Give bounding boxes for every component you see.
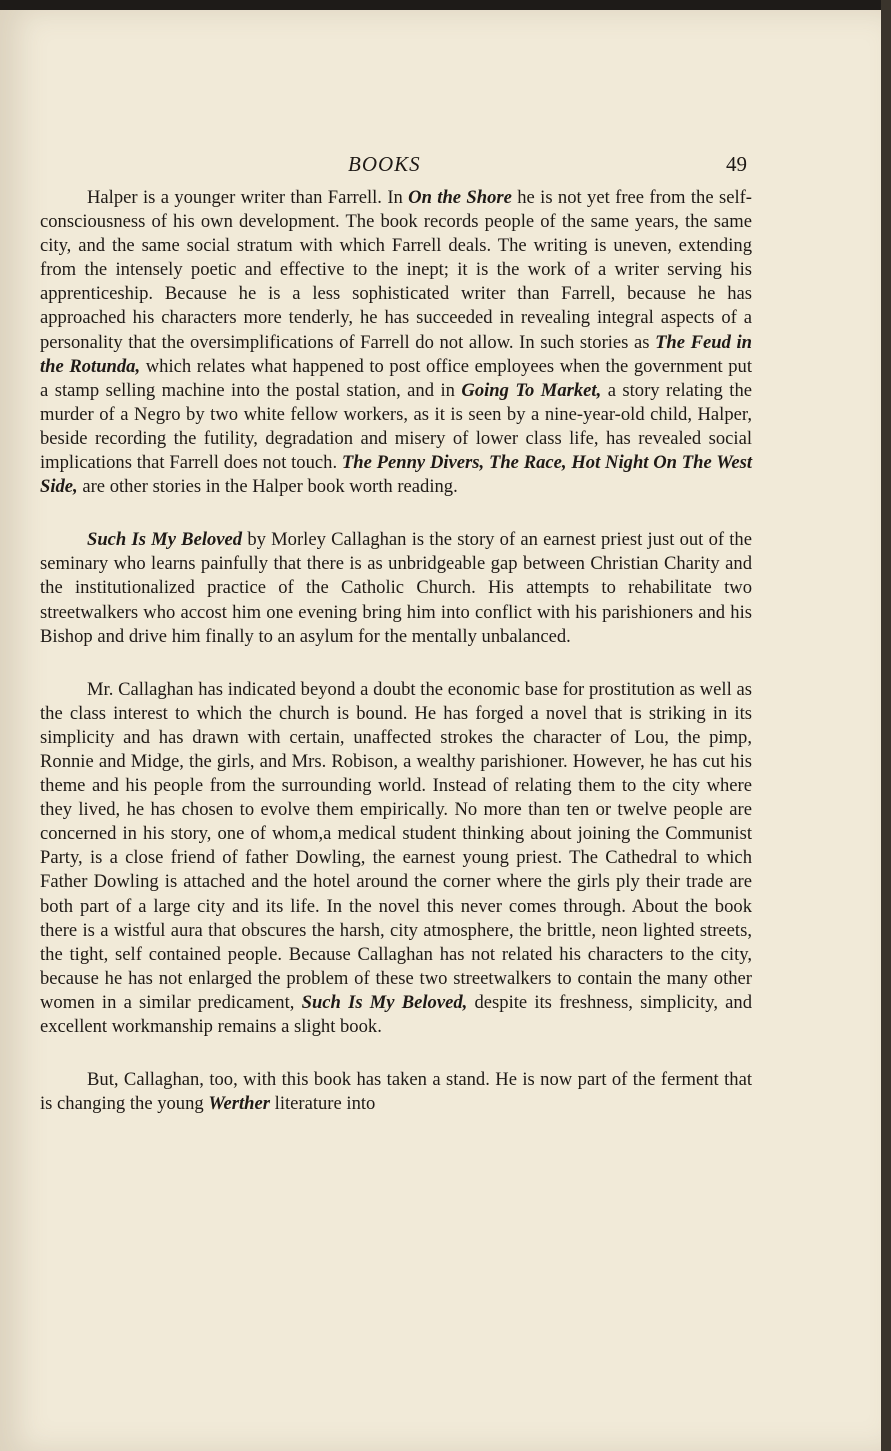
- text-run: despite its freshness, simplicity, and excellent workmanship remains a slight book.: [40, 991, 753, 1037]
- running-head-title: BOOKS: [348, 152, 421, 176]
- text-run: literature into: [270, 1093, 376, 1115]
- book-title: Such Is My Beloved,: [301, 991, 468, 1013]
- book-title: Such Is My Beloved: [87, 529, 243, 551]
- book-title: On the Shore: [408, 187, 512, 208]
- story-title: Going To Market,: [461, 379, 602, 401]
- text-run: are other stories in the Halper book worth reading.: [77, 476, 458, 498]
- text-run: But, Callaghan, too, with this book has taken a stand. He is now part of the ferment that is changing the young: [40, 1069, 752, 1115]
- paragraph-1: [40, 186, 752, 499]
- story-titles: The Penny Divers, The Race, Hot Night On The West Side,: [40, 452, 752, 498]
- text-run: Halper is a younger writer than Farrell. In: [87, 187, 409, 208]
- running-head: [0, 152, 881, 182]
- text-run: by Morley Callaghan is the story of an earnest priest just out of the seminary who learns painfully that there is as unbridgeable gap between Christian Charity and the institutionalized practice of the Catholic Church. His attempts to rehabilitate two streetwalkers who accost him one evening bring him into conflict with his parishioners and his Bishop and drive him finally to an asylum for the mentally unbalanced.: [40, 529, 752, 647]
- paragraph-4: [40, 1068, 752, 1116]
- text-run: he is not yet free from the self-consciousness of his own development. The book records people of the same years, the same city, and the same social stratum with which Farrell deals. The writing is uneven, extending from the intensely poetic and effective to the inept; it is the work of a writer serving his apprenticeship. Because he is a less sophisticated writer than Farrell, because he has approached his characters more tenderly, he has succeeded in revealing integral aspects of a personality that the oversimplifications of Farrell do not allow. In such stories as: [40, 187, 752, 353]
- top-page-edge: [0, 0, 891, 10]
- right-page-edge: [881, 0, 891, 1451]
- book-title: Werther: [208, 1093, 270, 1115]
- page-number: 49: [726, 152, 747, 176]
- paragraph-3: [40, 678, 752, 1039]
- story-title: The Feud in the Rotunda,: [40, 331, 752, 377]
- paragraph-2: [40, 528, 752, 648]
- text-run: a story relating the murder of a Negro by two white fellow workers, as it is seen by a nine-year-old child, Halper, beside recording the futility, degradation and misery of lower class life, has revealed social implications that Farrell does not touch.: [40, 379, 753, 474]
- text-run: which relates what happened to post office employees when the government put a stamp selling machine into the postal station, and in: [40, 355, 752, 401]
- book-page: [0, 10, 881, 1451]
- text-run: Mr. Callaghan has indicated beyond a doubt the economic base for prostitution as well as the class interest to which the church is bound. He has forged a novel that is striking in its simplicity and has drawn with certain, unaffected strokes the character of Lou, the pimp, Ronnie and Midge, the girls, and Mrs. Robison, a wealthy parishioner. However, he has cut his theme and his people from the surrounding world. Instead of relating them to the city where they lived, he has chosen to evolve them empirically. No more than ten or twelve people are concerned in his story, one of whom,a medical student thinking about joining the Communist Party, is a close friend of father Dowling, the earnest young priest. The Cathedral to which Father Dowling is attached and the hotel around the corner where the girls ply their trade are both part of a large city and its life. In the novel this never comes through. About the book there is a wistful aura that obscures the harsh, city atmosphere, the brittle, neon lighted streets, the tight, self contained people. Because Callaghan has not related his characters to the city, because he has not enlarged the problem of these two streetwalkers to contain the many other women in a similar predicament,: [40, 678, 752, 1013]
- body-text: [40, 186, 752, 1145]
